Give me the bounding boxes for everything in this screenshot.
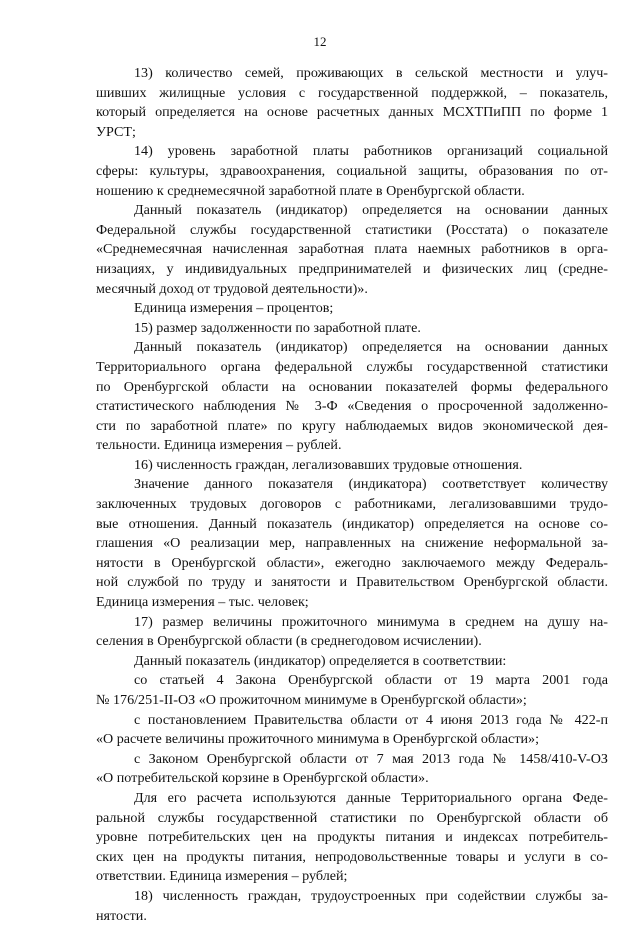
- page-number: 12: [313, 34, 327, 49]
- text-line: который определяется на основе расчетных данных МСХТПиПП по форме 1: [96, 104, 608, 121]
- document-body: [96, 64, 608, 926]
- text-line: УРСТ;: [96, 123, 136, 140]
- text-line: селения в Оренбургской области (в среднегодовом исчислении).: [96, 633, 482, 650]
- text-line: сти по заработной плате» по кругу наблюдаемых видов экономической дея-: [96, 417, 608, 434]
- text-line: Единица измерения – тыс. человек;: [96, 594, 309, 611]
- text-line: № 176/251-II-ОЗ «О прожиточном минимуме в Оренбургской области»;: [96, 692, 527, 708]
- text-line: ответствии. Единица измерения – рублей;: [96, 868, 348, 885]
- text-line: 15) размер задолженности по заработной плате.: [134, 319, 421, 336]
- text-line: Для его расчета используются данные Территориального органа Феде-: [134, 789, 608, 806]
- text-line: Данный показатель (индикатор) определяется на основании данных: [134, 339, 608, 356]
- text-line: нятости в Оренбургской области», ежегодно заключаемого между Федераль-: [96, 554, 608, 571]
- text-line: низациях, у индивидуальных предпринимателей и физических лиц (средне-: [96, 260, 608, 277]
- text-line: с Законом Оренбургской области от 7 мая 2013 года № 1458/410-V-ОЗ: [134, 750, 608, 767]
- text-line: по Оренбургской области на основании показателей формы федерального: [96, 378, 608, 395]
- text-line: ских цен на продукты питания, непродовольственные товары и услуги в со-: [96, 848, 608, 865]
- text-line: «О расчете величины прожиточного минимума в Оренбургской области»;: [96, 731, 539, 748]
- text-line: заключенных трудовых договоров с работниками, легализовавшими трудо-: [96, 496, 608, 513]
- text-line: «О потребительской корзине в Оренбургской области».: [96, 770, 429, 787]
- text-line: месячный доход от трудовой деятельности)».: [96, 280, 368, 297]
- text-line: сферы: культуры, здравоохранения, социальной защиты, образования по от-: [96, 162, 608, 179]
- text-line: вые отношения. Данный показатель (индикатор) определяется на основе со-: [96, 515, 608, 532]
- text-line: Значение данного показателя (индикатора) соответствует количеству: [134, 476, 608, 493]
- text-line: нятости.: [96, 907, 147, 924]
- text-line: ной службой по труду и занятости и Правительством Оренбургской области.: [96, 574, 608, 591]
- text-line: тельности. Единица измерения – рублей.: [96, 437, 342, 454]
- text-line: со статьей 4 Закона Оренбургской области от 19 марта 2001 года: [134, 672, 608, 689]
- text-line: Данный показатель (индикатор) определяется в соответствии:: [134, 652, 507, 669]
- text-line: Данный показатель (индикатор) определяется на основании данных: [134, 202, 608, 219]
- text-line: 16) численность граждан, легализовавших трудовые отношения.: [134, 456, 523, 473]
- text-line: ношению к среднемесячной заработной плате в Оренбургской области.: [96, 182, 525, 199]
- text-line: шивших жилищные условия с государственной поддержкой, – показатель,: [96, 84, 608, 101]
- text-line: глашения «О реализации мер, направленных на снижение неформальной за-: [96, 535, 608, 552]
- text-line: 18) численность граждан, трудоустроенных при содействии службы за-: [134, 887, 608, 904]
- text-line: ральной службы государственной статистики по Оренбургской области об: [96, 809, 608, 826]
- text-line: Единица измерения – процентов;: [134, 300, 334, 317]
- text-line: уровне потребительских цен на продукты питания и индексах потребитель-: [96, 829, 608, 846]
- text-line: 17) размер величины прожиточного минимума в среднем на душу на-: [134, 613, 608, 630]
- text-line: статистического наблюдения № 3-Ф «Сведения о просроченной задолженно-: [96, 398, 608, 415]
- text-line: «Среднемесячная начисленная заработная плата наемных работников в орга-: [96, 241, 608, 258]
- text-line: 13) количество семей, проживающих в сельской местности и улуч-: [134, 65, 608, 81]
- text-line: Территориального органа федеральной службы государственной статистики: [96, 358, 608, 375]
- text-line: 14) уровень заработной платы работников организаций социальной: [134, 143, 608, 160]
- text-line: с постановлением Правительства области от 4 июня 2013 года № 422-п: [134, 711, 608, 728]
- text-line: Федеральной службы государственной статистики (Росстата) о показателе: [96, 221, 608, 238]
